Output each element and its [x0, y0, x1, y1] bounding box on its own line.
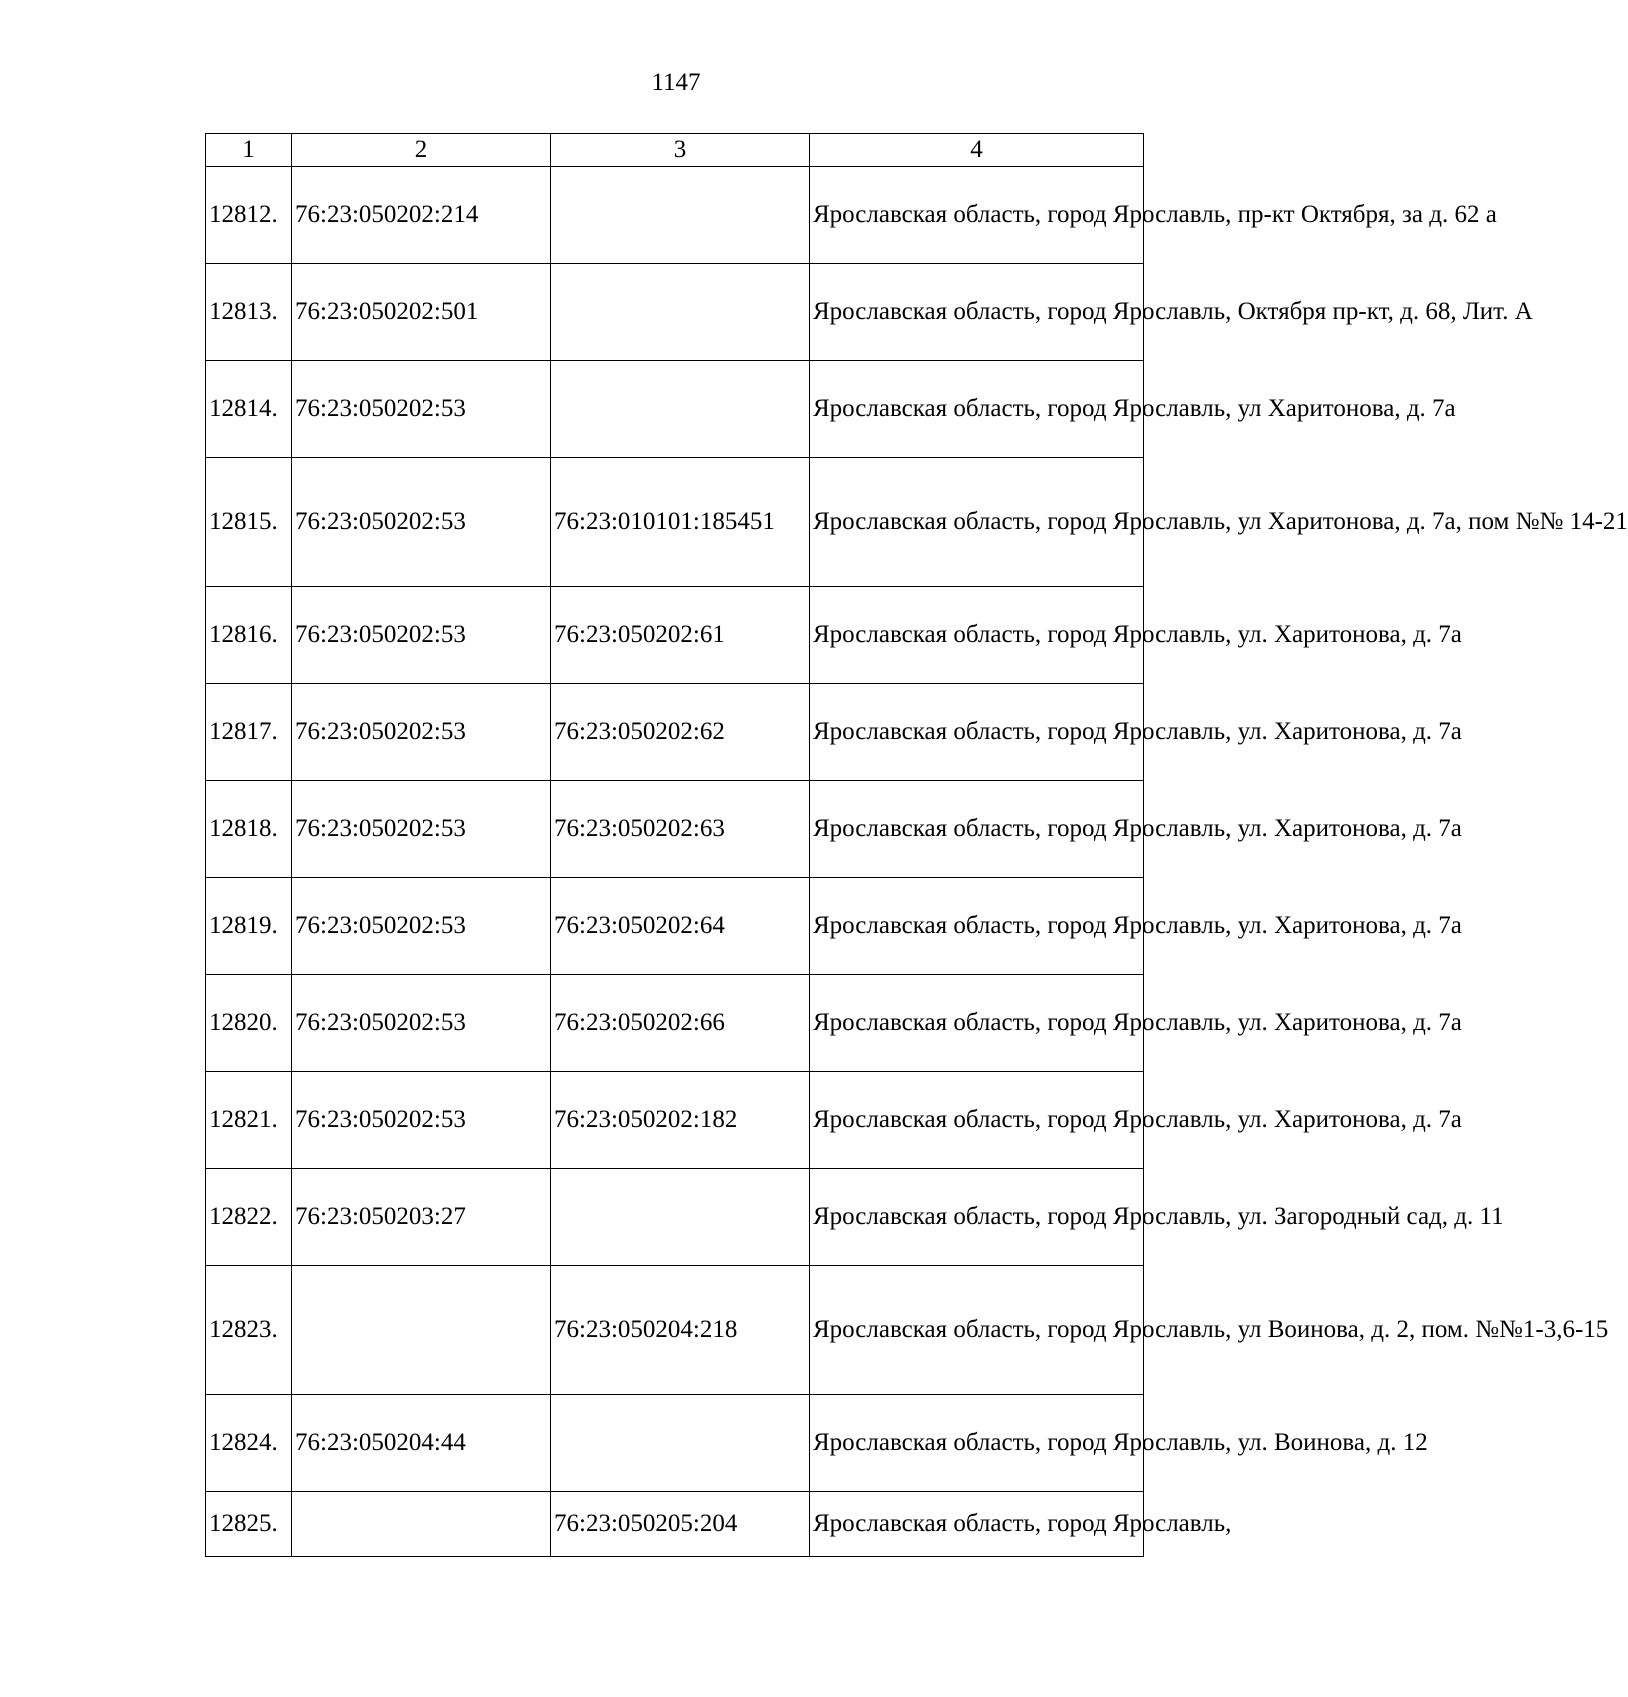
cadastral-parcel: 76:23:050202:53: [292, 361, 551, 458]
address: Ярославская область, город Ярославль, ул. Харитонова, д. 7а: [810, 878, 1144, 975]
address: Ярославская область, город Ярославль,: [810, 1492, 1144, 1557]
table-row: [206, 361, 1144, 458]
cadastral-object: [551, 361, 810, 458]
address: Ярославская область, город Ярославль, ул Воинова, д. 2, пом. №№1-3,6-15: [810, 1266, 1144, 1395]
row-number: 12823.: [206, 1266, 292, 1395]
cadastral-object: [551, 1395, 810, 1492]
row-number: 12824.: [206, 1395, 292, 1492]
cadastral-object: 76:23:050204:218: [551, 1266, 810, 1395]
cadastral-parcel: 76:23:050202:53: [292, 975, 551, 1072]
table-row: [206, 1169, 1144, 1266]
address: Ярославская область, город Ярославль, пр-кт Октября, за д. 62 а: [810, 167, 1144, 264]
cadastral-parcel: 76:23:050202:501: [292, 264, 551, 361]
column-header-3: 3: [551, 134, 810, 167]
row-number: 12814.: [206, 361, 292, 458]
address: Ярославская область, город Ярославль, ул. Загородный сад, д. 11: [810, 1169, 1144, 1266]
cadastral-parcel: 76:23:050202:53: [292, 684, 551, 781]
cadastral-parcel: 76:23:050202:53: [292, 1072, 551, 1169]
address: Ярославская область, город Ярославль, ул. Харитонова, д. 7а: [810, 1072, 1144, 1169]
row-number: 12820.: [206, 975, 292, 1072]
table-row: [206, 1492, 1144, 1557]
cadastral-object: [551, 264, 810, 361]
column-header-2: 2: [292, 134, 551, 167]
row-number: 12819.: [206, 878, 292, 975]
table-row: [206, 878, 1144, 975]
table-row: [206, 1266, 1144, 1395]
address: Ярославская область, город Ярославль, ул Харитонова, д. 7а, пом №№ 14-21: [810, 458, 1144, 587]
row-number: 12817.: [206, 684, 292, 781]
row-number: 12818.: [206, 781, 292, 878]
cadastral-parcel: 76:23:050202:53: [292, 458, 551, 587]
table-row: [206, 1072, 1144, 1169]
cadastral-object: 76:23:050205:204: [551, 1492, 810, 1557]
cadastral-parcel: [292, 1492, 551, 1557]
address: Ярославская область, город Ярославль, ул. Воинова, д. 12: [810, 1395, 1144, 1492]
cadastral-parcel: 76:23:050202:214: [292, 167, 551, 264]
cadastral-object: [551, 167, 810, 264]
table-row: [206, 458, 1144, 587]
table-row: [206, 975, 1144, 1072]
page-number: 1147: [651, 69, 701, 96]
table-row: [206, 264, 1144, 361]
cadastral-parcel: 76:23:050202:53: [292, 878, 551, 975]
cadastral-parcel: 76:23:050204:44: [292, 1395, 551, 1492]
cadastral-parcel: [292, 1266, 551, 1395]
registry-table: [205, 133, 1628, 1557]
cadastral-object: 76:23:050202:62: [551, 684, 810, 781]
address: Ярославская область, город Ярославль, ул. Харитонова, д. 7а: [810, 781, 1144, 878]
cadastral-object: [551, 1169, 810, 1266]
cadastral-object: 76:23:050202:63: [551, 781, 810, 878]
address: Ярославская область, город Ярославль, ул. Харитонова, д. 7а: [810, 587, 1144, 684]
cadastral-parcel: 76:23:050202:53: [292, 781, 551, 878]
row-number: 12813.: [206, 264, 292, 361]
row-number: 12825.: [206, 1492, 292, 1557]
address: Ярославская область, город Ярославль, Октября пр-кт, д. 68, Лит. А: [810, 264, 1144, 361]
table-row: [206, 167, 1144, 264]
table-row: [206, 781, 1144, 878]
address: Ярославская область, город Ярославль, ул Харитонова, д. 7а: [810, 361, 1144, 458]
row-number: 12816.: [206, 587, 292, 684]
table-row: [206, 684, 1144, 781]
row-number: 12822.: [206, 1169, 292, 1266]
address: Ярославская область, город Ярославль, ул. Харитонова, д. 7а: [810, 975, 1144, 1072]
column-header-4: 4: [810, 134, 1144, 167]
cadastral-object: 76:23:050202:66: [551, 975, 810, 1072]
row-number: 12812.: [206, 167, 292, 264]
cadastral-object: 76:23:010101:185451: [551, 458, 810, 587]
cadastral-parcel: 76:23:050203:27: [292, 1169, 551, 1266]
table-row: [206, 587, 1144, 684]
cadastral-object: 76:23:050202:64: [551, 878, 810, 975]
row-number: 12815.: [206, 458, 292, 587]
table-row: [206, 1395, 1144, 1492]
header-row: [206, 134, 1144, 167]
row-number: 12821.: [206, 1072, 292, 1169]
address: Ярославская область, город Ярославль, ул. Харитонова, д. 7а: [810, 684, 1144, 781]
cadastral-object: 76:23:050202:61: [551, 587, 810, 684]
cadastral-object: 76:23:050202:182: [551, 1072, 810, 1169]
cadastral-parcel: 76:23:050202:53: [292, 587, 551, 684]
column-header-1: 1: [206, 134, 292, 167]
